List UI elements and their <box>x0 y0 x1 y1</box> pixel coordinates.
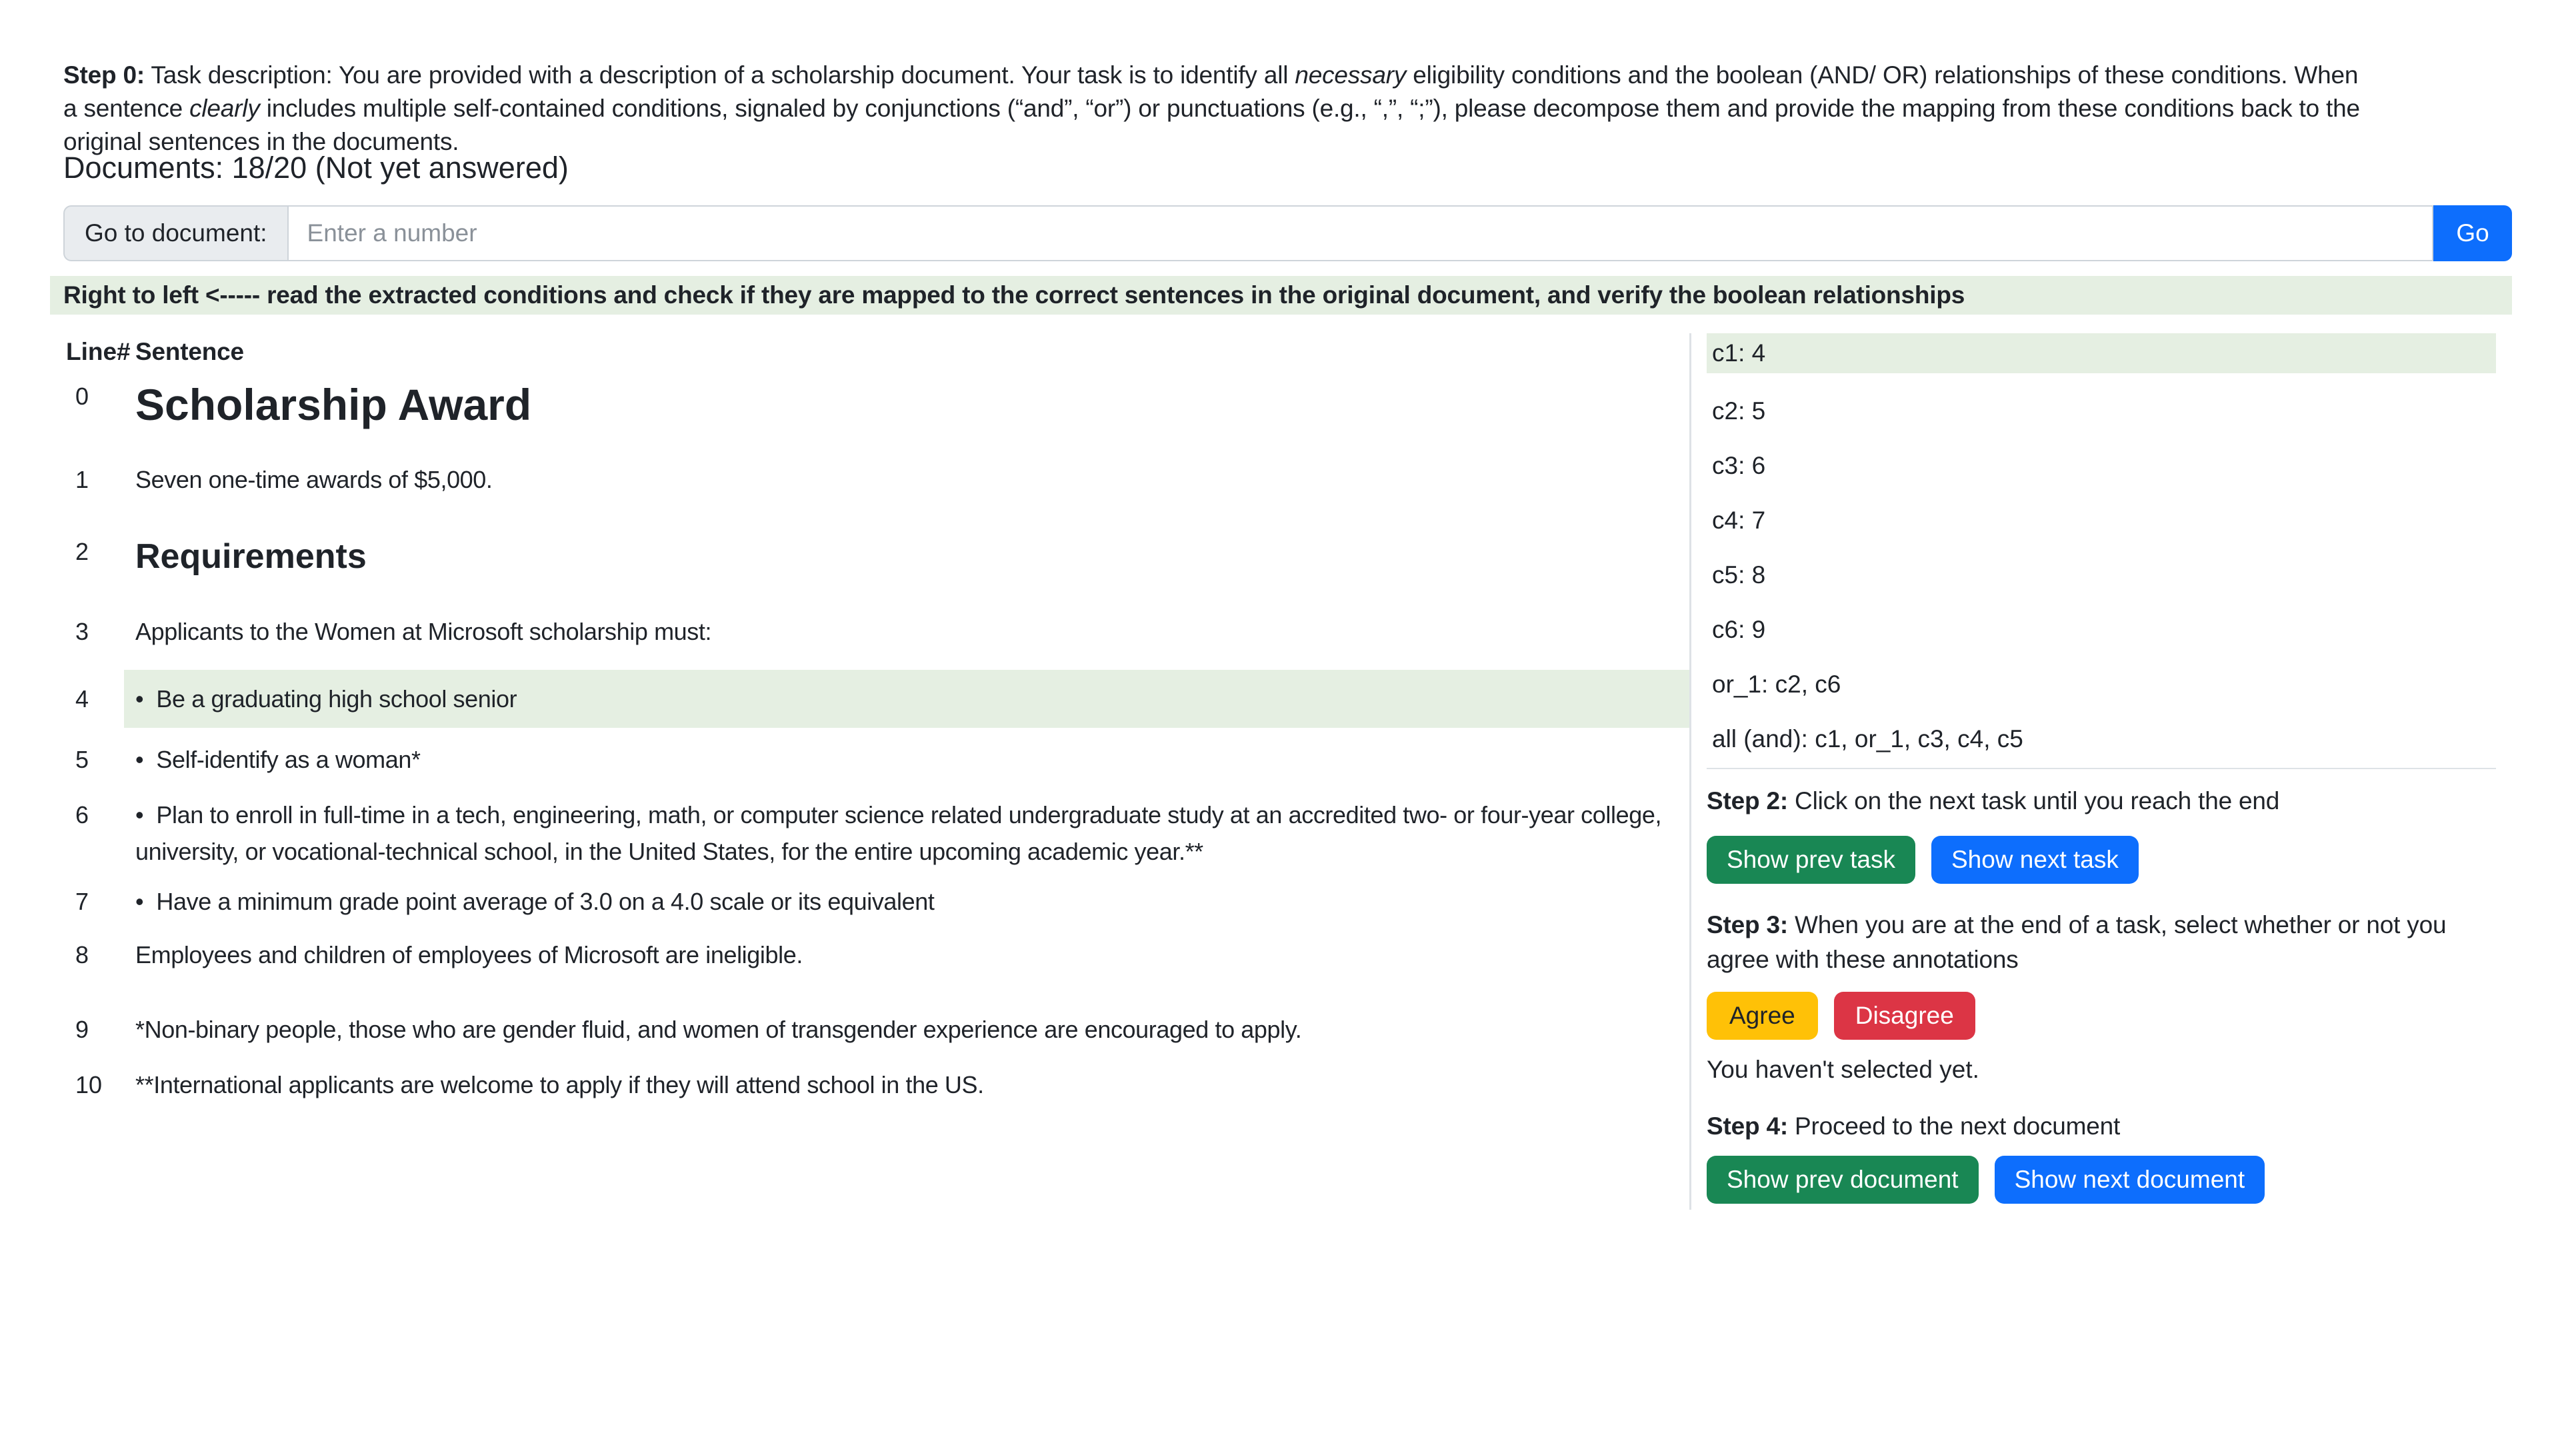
step2-label: Step 2: <box>1707 787 1788 814</box>
document-sentence-row[interactable] <box>63 1066 1690 1103</box>
goto-document-input[interactable] <box>289 205 2433 261</box>
step0-italic-clearly: clearly <box>189 95 260 122</box>
step0-instructions <box>63 59 2377 159</box>
go-button[interactable]: Go <box>2433 205 2512 261</box>
line-number: 9 <box>75 1016 89 1043</box>
sentence-text[interactable]: • Plan to enroll in full-time in a tech, engineering, math, or computer science related undergraduate study at an accredited two- or four-year college, university, or vocational-technical school, in the United States, for the entire upcoming academic year.** <box>135 801 1668 865</box>
sentence-text[interactable]: • Have a minimum grade point average of 3.0 on a 4.0 scale or its equivalent <box>135 888 935 915</box>
sentence-text[interactable]: • Be a graduating high school senior <box>124 670 1690 728</box>
step4-label: Step 4: <box>1707 1112 1788 1140</box>
disagree-button[interactable]: Disagree <box>1834 992 1975 1040</box>
sentence-text[interactable]: Seven one-time awards of $5,000. <box>135 466 493 493</box>
condition-item[interactable]: c5: 8 <box>1712 561 1766 589</box>
document-sentence-row[interactable] <box>63 883 1690 920</box>
step0-text-1: Task description: You are provided with a description of a scholarship document. Your task is to identify all <box>144 61 1295 89</box>
annotation-panel <box>1707 333 2496 1204</box>
sentence-header: Sentence <box>135 338 244 365</box>
conditions-list <box>1707 333 2496 756</box>
selection-status: You haven't selected yet. <box>1707 1056 1979 1083</box>
line-number: 1 <box>75 466 89 493</box>
step0-text-2: eligibility conditions and the boolean (AND/ OR) relationships of these conditions. When a sentence <box>63 61 2359 122</box>
step4-instruction <box>1707 1109 2496 1144</box>
panel-horizontal-divider <box>1707 768 2496 769</box>
sentence-text[interactable]: Requirements <box>135 537 367 576</box>
task-buttons-row <box>1707 836 2496 884</box>
condition-item[interactable]: c1: 4 <box>1707 333 2496 373</box>
document-sentence-row[interactable] <box>63 378 1690 431</box>
condition-item[interactable]: c3: 6 <box>1712 452 1766 479</box>
condition-item[interactable]: c4: 7 <box>1712 507 1766 534</box>
document-sentence-row[interactable] <box>63 533 1690 580</box>
line-number: 5 <box>75 746 89 773</box>
condition-item[interactable]: or_1: c2, c6 <box>1712 671 1841 698</box>
direction-banner: Right to left <----- read the extracted conditions and check if they are mapped to the correct sentences in the original document, and verify the boolean relationships <box>50 276 2512 315</box>
table-header-row <box>63 333 1690 370</box>
condition-item[interactable]: c2: 5 <box>1712 397 1766 425</box>
document-sentence-row[interactable] <box>63 1011 1690 1048</box>
step4-text: Proceed to the next document <box>1787 1112 2121 1140</box>
documents-status: Documents: 18/20 (Not yet answered) <box>63 151 569 185</box>
show-next-task-button[interactable]: Show next task <box>1931 836 2139 884</box>
show-prev-document-button[interactable]: Show prev document <box>1707 1156 1979 1204</box>
document-sentence-row[interactable] <box>63 936 1690 973</box>
document-buttons-row <box>1707 1156 2496 1204</box>
sentence-text[interactable]: **International applicants are welcome to apply if they will attend school in the US. <box>135 1071 984 1098</box>
line-number: 3 <box>75 618 89 645</box>
agree-buttons-row <box>1707 992 2496 1040</box>
line-number-header: Line# <box>66 338 131 365</box>
step2-instruction <box>1707 784 2496 818</box>
document-sentence-row[interactable] <box>63 461 1690 498</box>
step0-label: Step 0: <box>63 61 145 89</box>
panel-divider <box>1689 333 1691 1210</box>
sentence-text[interactable]: *Non-binary people, those who are gender fluid, and women of transgender experience are encouraged to apply. <box>135 1016 1302 1043</box>
document-sentence-row[interactable] <box>63 796 1690 870</box>
sentence-text[interactable]: • Self-identify as a woman* <box>135 746 421 773</box>
agree-button[interactable]: Agree <box>1707 992 1818 1040</box>
step3-text: When you are at the end of a task, select whether or not you agree with these annotations <box>1707 911 2447 973</box>
step0-text-3: includes multiple self-contained conditions, signaled by conjunctions (“and”, “or”) or punctuations (e.g., “,”, “;”), please decompose them and provide the mapping from these conditions back to the original sentences in the documents. <box>63 95 2360 155</box>
condition-item[interactable]: all (and): c1, or_1, c3, c4, c5 <box>1712 725 2023 752</box>
step2-text: Click on the next task until you reach the end <box>1787 787 2280 814</box>
condition-item[interactable]: c6: 9 <box>1712 616 1766 643</box>
sentence-text[interactable]: Applicants to the Women at Microsoft scholarship must: <box>135 618 712 645</box>
line-number: 0 <box>75 383 89 410</box>
line-number: 2 <box>75 538 89 565</box>
goto-document-label: Go to document: <box>63 205 289 261</box>
step0-italic-necessary: necessary <box>1295 61 1407 89</box>
sentence-text[interactable]: Scholarship Award <box>135 380 532 429</box>
step3-label: Step 3: <box>1707 911 1788 938</box>
document-sentence-row[interactable] <box>63 670 1690 728</box>
sentence-text[interactable]: Employees and children of employees of Microsoft are ineligible. <box>135 941 803 968</box>
document-sentence-row[interactable] <box>63 613 1690 650</box>
document-rows <box>63 378 1690 1103</box>
line-number: 10 <box>75 1071 103 1098</box>
line-number: 8 <box>75 941 89 968</box>
document-sentence-row[interactable] <box>63 741 1690 778</box>
show-next-document-button[interactable]: Show next document <box>1995 1156 2265 1204</box>
document-panel <box>63 333 1690 1103</box>
goto-document-group <box>63 205 2512 261</box>
show-prev-task-button[interactable]: Show prev task <box>1707 836 1915 884</box>
line-number: 7 <box>75 888 89 915</box>
step3-instruction <box>1707 908 2496 977</box>
line-number: 4 <box>75 685 89 713</box>
line-number: 6 <box>75 801 89 828</box>
